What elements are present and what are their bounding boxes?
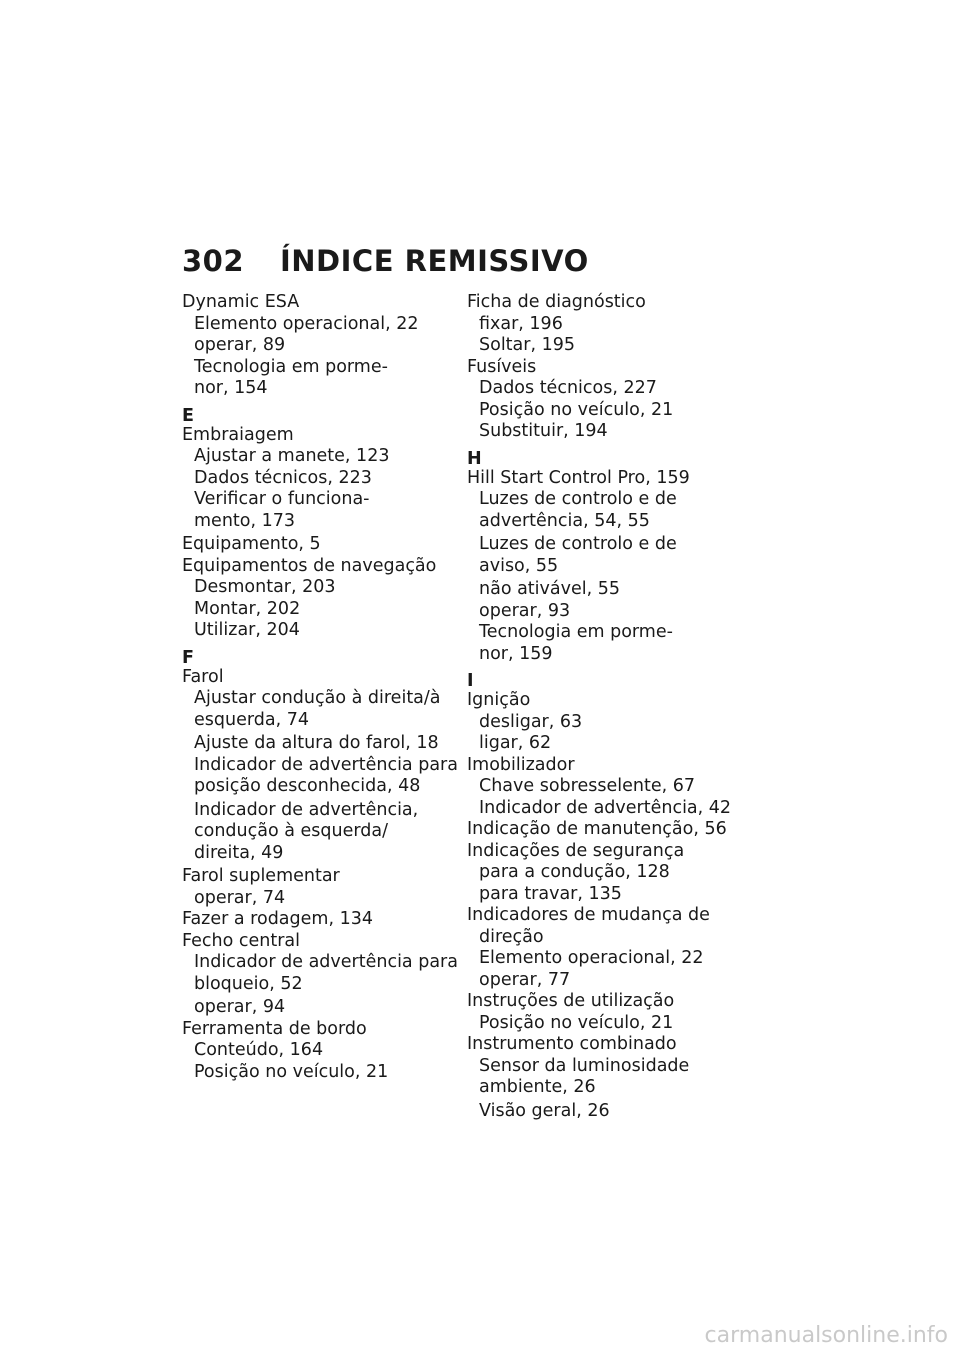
index-subentry-line: aviso, 55: [479, 555, 559, 576]
index-entry: Hill Start Control Pro, 159: [467, 467, 690, 488]
index-subentry: [467, 534, 737, 577]
index-entry: Farol: [182, 666, 224, 687]
index-subentry-line: não ativável, 55: [479, 579, 620, 599]
index-subentry-line: Elemento operacional, 22: [479, 948, 704, 968]
index-subentry-line: esquerda, 74: [194, 709, 309, 730]
index-subentry-line: Tecnologia em porme-: [194, 356, 388, 377]
index-subentry: [467, 1013, 737, 1035]
index-subentry: [182, 468, 452, 490]
index-subentry-line: Ajuste da altura do farol, 18: [194, 733, 439, 753]
index-entry: Ficha de diagnóstico: [467, 292, 646, 312]
index-subentry: [182, 357, 452, 400]
index-subentry-line: operar, 74: [194, 887, 286, 908]
index-entry: Instruções de utilização: [467, 991, 675, 1011]
index-subentry: [467, 1056, 737, 1099]
index-subentry-line: posição desconhecida, 48: [194, 776, 421, 796]
index-subentry-line: operar, 77: [479, 969, 571, 990]
index-subentry-line: Montar, 202: [194, 598, 301, 619]
index-letter-heading: I: [467, 671, 474, 691]
index-subentry: [467, 862, 737, 884]
index-subentry-line: condução à esquerda/: [194, 821, 388, 841]
index-subentry-line: bloqueio, 52: [194, 973, 303, 994]
index-entry: Dynamic ESA: [182, 292, 300, 312]
index-subentry-line: para travar, 135: [479, 883, 622, 904]
index-subentry: [467, 776, 737, 798]
index-subentry: [467, 601, 737, 623]
index-subentry: [182, 446, 452, 468]
index-subentry: [467, 314, 737, 336]
index-subentry-line: desligar, 63: [479, 711, 583, 732]
index-letter-heading: F: [182, 647, 194, 668]
index-subentry-line: Posição no veículo, 21: [479, 399, 674, 420]
index-subentry-line: Elemento operacional, 22: [194, 313, 419, 334]
index-subentry: [182, 599, 452, 621]
index-subentry-line: nor, 154: [194, 378, 268, 398]
index-subentry-line: para a condução, 128: [479, 862, 670, 882]
index-subentry: [467, 579, 737, 601]
index-subentry: [467, 1101, 737, 1123]
index-subentry: [467, 970, 737, 992]
index-subentry-line: direção: [479, 926, 544, 947]
index-subentry: [467, 733, 737, 755]
index-subentry-line: Tecnologia em porme-: [479, 622, 673, 642]
index-subentry-line: Luzes de controlo e de: [479, 489, 677, 509]
index-subentry: [182, 335, 452, 357]
index-subentry: [467, 622, 737, 665]
index-subentry-line: Posição no veículo, 21: [194, 1061, 389, 1082]
index-subentry: [182, 754, 458, 798]
index-entry: Fecho central: [182, 930, 300, 951]
index-entry: Indicadores de mudança de: [467, 905, 710, 925]
index-entry: Indicações de segurança: [467, 840, 685, 861]
index-subentry-line: Conteúdo, 164: [194, 1040, 324, 1060]
index-entry: Equipamento, 5: [182, 534, 321, 554]
index-subentry: [182, 800, 452, 865]
index-subentry-line: Sensor da luminosidade: [479, 1055, 690, 1076]
index-column-left: [182, 292, 458, 1083]
index-subentry: [467, 421, 737, 443]
index-subentry-line: mento, 173: [194, 510, 296, 531]
index-entry: Ferramenta de bordo: [182, 1018, 367, 1039]
index-subentry-line: Posição no veículo, 21: [479, 1012, 674, 1033]
index-subentry: [182, 952, 458, 995]
index-entry: Imobilizador: [467, 754, 575, 775]
index-subentry-line: operar, 89: [194, 335, 286, 355]
index-subentry: [467, 489, 737, 532]
index-subentry-line: Verificar o funciona-: [194, 489, 370, 509]
section-title: ÍNDICE REMISSIVO: [280, 244, 589, 278]
index-subentry-line: advertência, 54, 55: [479, 510, 650, 531]
index-subentry-line: operar, 94: [194, 997, 286, 1017]
index-subentry: [182, 888, 452, 910]
index-entry: Equipamentos de navegação: [182, 555, 437, 576]
page-number: 302: [182, 244, 245, 278]
index-subentry-line: Chave sobresselente, 67: [479, 776, 695, 796]
index-subentry-line: nor, 159: [479, 643, 553, 664]
index-subentry: [182, 733, 452, 755]
index-letter-heading: E: [182, 405, 194, 426]
index-entry: Indicação de manutenção, 56: [467, 819, 727, 839]
index-subentry: [467, 400, 737, 422]
index-subentry: [182, 1040, 452, 1062]
index-subentry-line: Luzes de controlo e de: [479, 534, 677, 554]
index-subentry-line: Soltar, 195: [479, 335, 575, 355]
index-subentry: [467, 798, 737, 820]
index-subentry-line: Dados técnicos, 227: [479, 378, 657, 398]
index-subentry-line: Utilizar, 204: [194, 620, 300, 640]
page-title: [182, 244, 589, 278]
index-subentry-line: Ajustar a manete, 123: [194, 446, 390, 466]
index-column-right: [467, 292, 737, 1122]
index-subentry: [467, 948, 737, 970]
index-subentry-line: Indicador de advertência, 42: [479, 797, 732, 818]
index-subentry: [182, 577, 452, 599]
index-entry: Instrumento combinado: [467, 1034, 677, 1054]
index-subentry-line: direita, 49: [194, 842, 284, 863]
index-subentry-line: ligar, 62: [479, 733, 552, 753]
index-entry: Ignição: [467, 690, 531, 710]
index-entry: Fusíveis: [467, 356, 537, 377]
index-subentry: [467, 712, 737, 734]
index-subentry-line: ambiente, 26: [479, 1077, 596, 1097]
index-subentry-line: operar, 93: [479, 600, 571, 621]
watermark: carmanualsonline.info: [704, 1323, 948, 1348]
index-subentry: [182, 1062, 452, 1084]
index-subentry: [182, 997, 452, 1019]
index-subentry: [182, 620, 452, 642]
index-subentry-line: Desmontar, 203: [194, 577, 336, 597]
index-subentry: [467, 335, 737, 357]
index-letter-heading: H: [467, 448, 482, 469]
index-entry: Farol suplementar: [182, 866, 340, 886]
index-subentry-line: Dados técnicos, 223: [194, 467, 372, 488]
index-subentry-line: fixar, 196: [479, 313, 563, 334]
index-subentry: [182, 314, 452, 336]
index-subentry-line: Substituir, 194: [479, 421, 608, 441]
index-subentry: [467, 927, 737, 949]
index-subentry-line: Ajustar condução à direita/à: [194, 688, 441, 708]
index-subentry-line: Indicador de advertência para: [194, 754, 458, 775]
index-subentry-line: Visão geral, 26: [479, 1100, 610, 1121]
index-subentry: [182, 489, 452, 532]
index-subentry: [467, 378, 737, 400]
index-subentry: [467, 884, 737, 906]
index-subentry: [182, 688, 452, 731]
index-entry: Embraiagem: [182, 424, 294, 445]
index-entry: Fazer a rodagem, 134: [182, 909, 373, 929]
index-subentry-line: Indicador de advertência,: [194, 799, 419, 820]
index-subentry-line: Indicador de advertência para: [194, 952, 458, 972]
